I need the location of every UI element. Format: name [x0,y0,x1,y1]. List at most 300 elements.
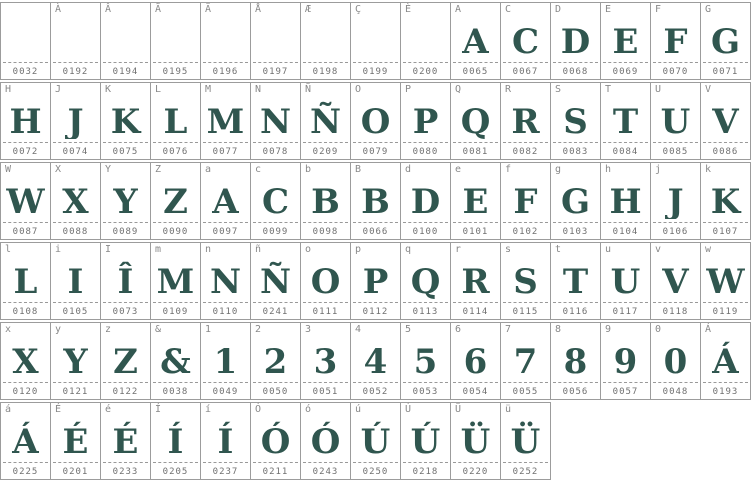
cell-separator-line [103,62,148,63]
cell-unicode-value: 0066 [362,227,389,237]
charmap-cell [550,82,601,160]
cell-separator-line [403,302,448,303]
cell-separator-line [53,142,98,143]
charmap-cell [450,322,501,400]
cell-unicode-value: 0218 [412,467,439,477]
charmap-cell [200,242,251,320]
cell-char-label: g [555,164,562,175]
cell-unicode-value: 0108 [12,307,39,317]
cell-separator-line [503,222,548,223]
cell-unicode-value: 0056 [562,387,589,397]
cell-char-label: 1 [205,324,212,335]
cell-char-label: q [405,244,412,255]
cell-separator-line [653,302,698,303]
cell-unicode-value: 0070 [662,67,689,77]
charmap-cell [50,322,101,400]
cell-unicode-value: 0055 [512,387,539,397]
charmap-cell [150,2,201,80]
cell-separator-line [103,222,148,223]
cell-glyph: T [562,262,589,299]
cell-glyph: K [110,102,141,139]
cell-glyph: O [310,262,341,299]
cell-char-label: 3 [305,324,312,335]
cell-char-label: ó [305,404,312,415]
cell-char-label: 0 [655,324,662,335]
cell-glyph: Ü [460,422,491,459]
cell-char-label: S [555,84,562,95]
cell-separator-line [153,382,198,383]
charmap-cell [550,322,601,400]
cell-char-label: Ã [155,4,162,15]
cell-separator-line [603,222,648,223]
cell-separator-line [403,462,448,463]
charmap-cell [400,242,451,320]
cell-char-label: w [705,244,712,255]
cell-char-label: m [155,244,162,255]
charmap-cell [700,2,751,80]
cell-char-label: W [5,164,12,175]
cell-char-label: p [355,244,362,255]
cell-separator-line [53,382,98,383]
cell-unicode-value: 0100 [412,227,439,237]
cell-char-label: Y [105,164,112,175]
cell-separator-line [53,62,98,63]
charmap-cell [250,242,301,320]
cell-char-label: c [255,164,262,175]
cell-glyph: L [163,102,188,139]
cell-unicode-value: 0192 [62,67,89,77]
cell-separator-line [553,382,598,383]
cell-char-label: Ó [255,404,262,415]
cell-separator-line [153,222,198,223]
cell-char-label: É [55,404,62,415]
charmap-cell [400,402,451,480]
charmap-cell [50,2,101,80]
cell-glyph: 8 [563,342,588,379]
cell-char-label: Ç [355,4,362,15]
cell-glyph: L [13,262,38,299]
charmap-cell [450,162,501,240]
cell-glyph: Y [113,182,138,219]
charmap-cell [550,162,601,240]
charmap-cell [400,322,451,400]
cell-unicode-value: 0071 [712,67,739,77]
cell-unicode-value: 0097 [212,227,239,237]
cell-char-label: A [455,4,462,15]
cell-unicode-value: 0101 [462,227,489,237]
cell-unicode-value: 0118 [662,307,689,317]
cell-glyph: M [156,262,195,299]
cell-separator-line [553,142,598,143]
cell-separator-line [303,62,348,63]
cell-unicode-value: 0104 [612,227,639,237]
cell-separator-line [303,382,348,383]
cell-char-label: È [405,4,412,15]
cell-unicode-value: 0198 [312,67,339,77]
cell-unicode-value: 0082 [512,147,539,157]
cell-unicode-value: 0197 [262,67,289,77]
cell-separator-line [3,462,48,463]
cell-unicode-value: 0220 [462,467,489,477]
cell-unicode-value: 0077 [212,147,239,157]
cell-char-label: Q [455,84,462,95]
charmap-cell [700,162,751,240]
charmap-cell [450,402,501,480]
cell-unicode-value: 0048 [662,387,689,397]
charmap-cell [650,82,701,160]
cell-glyph: C [511,22,540,59]
cell-unicode-value: 0049 [212,387,239,397]
cell-glyph [251,13,300,59]
cell-unicode-value: 0237 [212,467,239,477]
cell-glyph: Á [712,342,739,379]
cell-char-label: s [505,244,512,255]
cell-separator-line [303,462,348,463]
charmap-cell [400,82,451,160]
cell-char-label: a [205,164,212,175]
cell-separator-line [503,142,548,143]
cell-unicode-value: 0051 [312,387,339,397]
cell-separator-line [203,382,248,383]
cell-char-label: Á [705,324,712,335]
cell-separator-line [153,462,198,463]
cell-unicode-value: 0076 [162,147,189,157]
cell-separator-line [53,222,98,223]
cell-glyph: B [311,182,340,219]
cell-char-label: i [55,244,62,255]
cell-unicode-value: 0078 [262,147,289,157]
cell-char-label: b [305,164,312,175]
cell-char-label: d [405,164,412,175]
cell-char-label: j [655,164,662,175]
cell-unicode-value: 0209 [312,147,339,157]
cell-unicode-value: 0087 [12,227,39,237]
cell-separator-line [203,142,248,143]
cell-separator-line [253,302,298,303]
cell-unicode-value: 0194 [112,67,139,77]
cell-unicode-value: 0068 [562,67,589,77]
cell-glyph: T [612,102,639,139]
cell-glyph: Ú [410,422,441,459]
charmap-cell [700,242,751,320]
cell-separator-line [503,462,548,463]
charmap-cell [0,82,51,160]
cell-unicode-value: 0211 [262,467,289,477]
cell-glyph: R [511,102,540,139]
cell-unicode-value: 0115 [512,307,539,317]
charmap-cell [350,162,401,240]
cell-unicode-value: 0243 [312,467,339,477]
cell-char-label: G [705,4,712,15]
cell-separator-line [253,142,298,143]
cell-glyph: N [209,262,242,299]
cell-unicode-value: 0233 [112,467,139,477]
charmap-row [0,242,751,320]
charmap-row [0,322,751,400]
cell-glyph: 1 [213,342,238,379]
cell-separator-line [453,302,498,303]
cell-glyph: M [206,102,245,139]
cell-separator-line [453,382,498,383]
cell-char-label: t [555,244,562,255]
cell-glyph: K [710,182,741,219]
cell-glyph: P [362,262,389,299]
cell-char-label: f [505,164,512,175]
cell-unicode-value: 0074 [62,147,89,157]
cell-separator-line [503,62,548,63]
cell-separator-line [203,462,248,463]
cell-unicode-value: 0199 [362,67,389,77]
cell-separator-line [403,142,448,143]
cell-glyph: N [259,102,292,139]
cell-char-label: ú [355,404,362,415]
charmap-cell [300,322,351,400]
cell-unicode-value: 0113 [412,307,439,317]
cell-char-label: F [655,4,662,15]
cell-char-label: á [5,404,12,415]
cell-char-label: M [205,84,212,95]
charmap-row [0,2,751,80]
charmap-cell [300,242,351,320]
cell-char-label: R [505,84,512,95]
cell-char-label: o [305,244,312,255]
cell-char-label: u [605,244,612,255]
charmap-row [0,162,751,240]
cell-char-label: X [55,164,62,175]
cell-char-label: 7 [505,324,512,335]
cell-glyph: F [663,22,688,59]
cell-unicode-value: 0072 [12,147,39,157]
cell-char-label: P [405,84,412,95]
cell-unicode-value: 0054 [462,387,489,397]
cell-char-label: 8 [555,324,562,335]
cell-unicode-value: 0038 [162,387,189,397]
cell-separator-line [3,62,48,63]
cell-glyph: Ñ [309,102,342,139]
cell-glyph: Ó [310,422,341,459]
charmap-cell [550,242,601,320]
cell-separator-line [303,302,348,303]
cell-separator-line [703,142,748,143]
charmap-cell [550,2,601,80]
cell-char-label: Í [155,404,162,415]
cell-glyph: U [660,102,691,139]
cell-char-label: e [455,164,462,175]
cell-char-label: H [5,84,12,95]
cell-glyph: Q [460,102,491,139]
cell-char-label: N [255,84,262,95]
cell-separator-line [453,62,498,63]
charmap-cell [150,242,201,320]
charmap-cell [150,402,201,480]
cell-glyph: D [410,182,441,219]
cell-unicode-value: 0109 [162,307,189,317]
cell-separator-line [103,382,148,383]
charmap-cell [600,82,651,160]
cell-separator-line [53,462,98,463]
cell-unicode-value: 0052 [362,387,389,397]
cell-unicode-value: 0205 [162,467,189,477]
cell-char-label: O [355,84,362,95]
charmap-cell [50,402,101,480]
cell-char-label: U [655,84,662,95]
cell-unicode-value: 0098 [312,227,339,237]
cell-unicode-value: 0083 [562,147,589,157]
cell-separator-line [103,462,148,463]
cell-separator-line [3,142,48,143]
charmap-cell [450,82,501,160]
cell-separator-line [253,222,298,223]
cell-char-label: E [605,4,612,15]
cell-separator-line [353,462,398,463]
cell-glyph: Z [163,182,188,219]
cell-unicode-value: 0075 [112,147,139,157]
cell-separator-line [253,62,298,63]
cell-unicode-value: 0057 [612,387,639,397]
cell-glyph: E [462,182,489,219]
cell-separator-line [353,62,398,63]
charmap-cell [350,402,401,480]
cell-unicode-value: 0241 [262,307,289,317]
cell-char-label: & [155,324,162,335]
cell-glyph: Ü [510,422,541,459]
cell-char-label: l [5,244,12,255]
cell-char-label: k [705,164,712,175]
cell-unicode-value: 0250 [362,467,389,477]
cell-separator-line [203,222,248,223]
charmap-cell [50,242,101,320]
charmap-cell [500,162,551,240]
cell-separator-line [703,382,748,383]
cell-glyph: U [610,262,641,299]
cell-unicode-value: 0195 [162,67,189,77]
cell-char-label: v [655,244,662,255]
cell-unicode-value: 0225 [12,467,39,477]
cell-separator-line [703,302,748,303]
cell-separator-line [553,62,598,63]
cell-glyph: G [560,182,591,219]
cell-glyph: I [67,262,84,299]
charmap-row [0,82,751,160]
charmap-cell [600,322,651,400]
charmap-cell [250,322,301,400]
charmap-cell [100,2,151,80]
cell-separator-line [503,382,548,383]
cell-unicode-value: 0088 [62,227,89,237]
cell-glyph [151,13,200,59]
cell-char-label: í [205,404,212,415]
charmap-cell [600,162,651,240]
charmap-cell [50,162,101,240]
cell-glyph: Î [117,262,134,299]
cell-glyph: D [560,22,591,59]
charmap-cell [650,162,701,240]
cell-separator-line [703,62,748,63]
cell-unicode-value: 0079 [362,147,389,157]
cell-separator-line [553,302,598,303]
charmap-cell [300,402,351,480]
cell-char-label: y [55,324,62,335]
charmap-cell [350,242,401,320]
charmap-cell [50,82,101,160]
cell-separator-line [653,142,698,143]
cell-glyph: É [112,422,139,459]
cell-glyph [201,13,250,59]
charmap-cell [300,162,351,240]
cell-separator-line [153,302,198,303]
cell-glyph [101,13,150,59]
cell-glyph: H [609,182,642,219]
cell-separator-line [553,222,598,223]
cell-glyph: B [361,182,390,219]
charmap-cell [650,242,701,320]
cell-separator-line [653,382,698,383]
cell-separator-line [403,62,448,63]
charmap-cell [150,322,201,400]
cell-glyph: A [212,182,239,219]
cell-unicode-value: 0065 [462,67,489,77]
cell-unicode-value: 0050 [262,387,289,397]
charmap-cell [300,82,351,160]
cell-glyph: 5 [413,342,438,379]
cell-char-label: 9 [605,324,612,335]
charmap-cell [0,162,51,240]
cell-separator-line [3,382,48,383]
cell-glyph: X [62,182,89,219]
charmap-cell [500,2,551,80]
cell-char-label: Æ [305,4,312,15]
cell-separator-line [3,302,48,303]
cell-unicode-value: 0032 [12,67,39,77]
charmap-cell [450,242,501,320]
cell-glyph: W [706,262,745,299]
cell-glyph: & [160,342,191,379]
cell-separator-line [153,142,198,143]
cell-glyph [401,13,450,59]
cell-glyph: É [62,422,89,459]
cell-unicode-value: 0120 [12,387,39,397]
cell-separator-line [253,382,298,383]
cell-char-label: J [55,84,62,95]
cell-glyph: Í [217,422,234,459]
cell-separator-line [653,222,698,223]
cell-glyph: V [662,262,689,299]
charmap-cell [200,82,251,160]
charmap-cell [150,82,201,160]
cell-char-label: z [105,324,112,335]
cell-char-label: B [355,164,362,175]
cell-separator-line [453,222,498,223]
cell-separator-line [103,302,148,303]
cell-unicode-value: 0085 [662,147,689,157]
cell-glyph: 9 [613,342,638,379]
cell-char-label: n [205,244,212,255]
cell-char-label: V [705,84,712,95]
cell-unicode-value: 0110 [212,307,239,317]
cell-separator-line [103,142,148,143]
cell-glyph: 3 [313,342,338,379]
charmap-cell [300,2,351,80]
cell-unicode-value: 0117 [612,307,639,317]
charmap-cell [200,322,251,400]
cell-glyph [51,13,100,59]
cell-unicode-value: 0200 [412,67,439,77]
cell-separator-line [203,302,248,303]
charmap-cell [700,322,751,400]
cell-separator-line [403,222,448,223]
cell-separator-line [353,382,398,383]
cell-char-label: ñ [255,244,262,255]
